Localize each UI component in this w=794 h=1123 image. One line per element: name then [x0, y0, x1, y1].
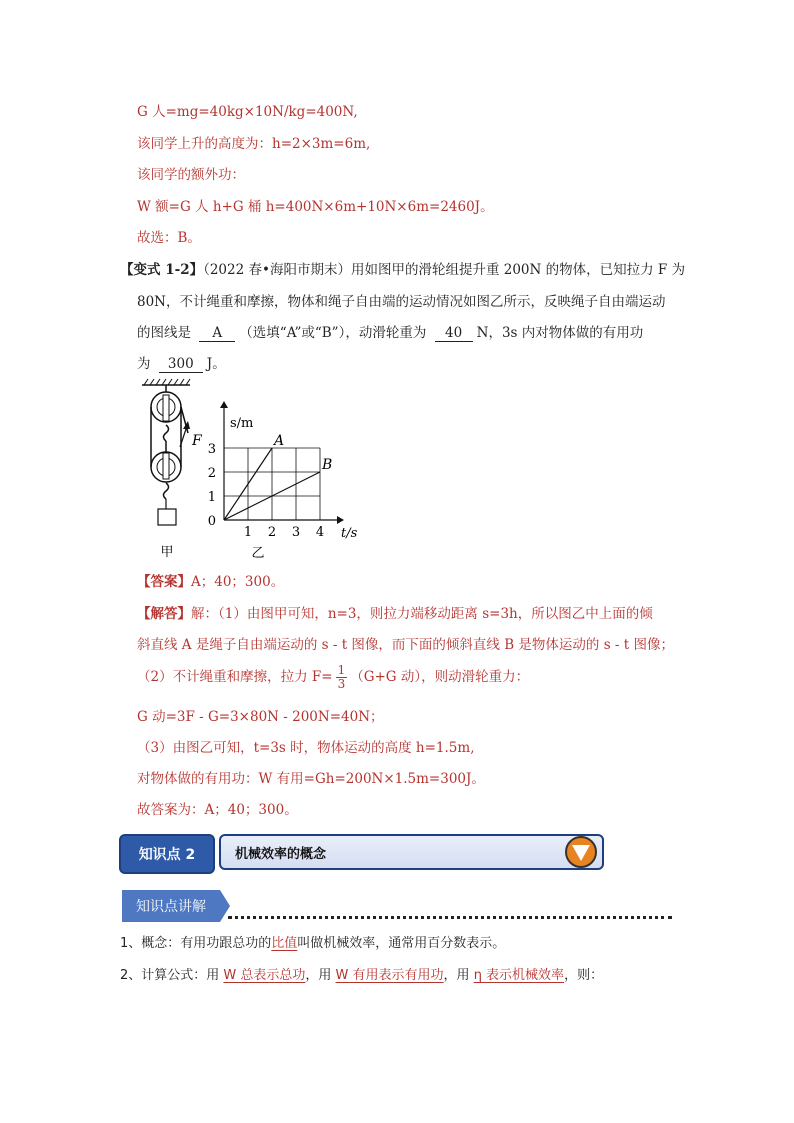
- physics-figure: [130, 375, 380, 565]
- y-tick-label: 1: [207, 490, 216, 505]
- variant-line-4: [137, 355, 226, 373]
- x-tick-label: 4: [315, 525, 325, 540]
- concept-key-efficiency: η 表示机械效率: [473, 968, 565, 983]
- dotted-divider: [228, 916, 672, 919]
- blank-answer-3: 300: [159, 356, 203, 373]
- series-label-b: B: [322, 457, 333, 473]
- variant-line-3: [137, 324, 643, 342]
- fraction-one-third: $\frac{1}{3}$: [337, 663, 346, 691]
- calc-height-line: 该同学上升的高度为：h=2×3m=6m,: [137, 136, 371, 152]
- extra-work-heading: 该同学的额外功：: [137, 167, 245, 183]
- y-tick-label: 2: [207, 466, 216, 481]
- answer-tag: 【答案】: [137, 574, 191, 590]
- concept-key-ratio: 比值: [271, 936, 298, 951]
- variant-text-3a: 的图线是: [137, 325, 191, 341]
- concept-text-2d: ，则：: [564, 968, 604, 983]
- concept-text-2b: ，用: [305, 968, 336, 983]
- x-tick-label: 1: [243, 525, 253, 540]
- knowledge-point-badge: 知识点 2: [119, 834, 215, 874]
- concept-key-useful-work: W 有用表示有用功: [335, 968, 444, 983]
- st-graph: [208, 401, 358, 561]
- concept-line-2: [120, 967, 603, 985]
- calc-weight-line: G 人=mg=40kg×10N/kg=400N,: [137, 104, 358, 120]
- concept-key-total-work: W 总表示总功: [223, 968, 306, 983]
- variant-line-1: [120, 261, 685, 279]
- x-tick-label: 3: [291, 525, 301, 540]
- solution-line-1: [137, 605, 653, 623]
- variant-line-2: 80N，不计绳重和摩擦，物体和绳子自由端的运动情况如图乙所示，反映绳子自由端运动: [137, 294, 666, 310]
- choice-line: 故选：B。: [137, 230, 201, 246]
- solution-text-1: 解：（1）由图甲可知，n=3，则拉力端移动距离 s=3h，所以图乙中上面的倾: [191, 606, 653, 622]
- solution-text-3a: （2）不计绳重和摩擦，拉力 F=: [137, 669, 333, 685]
- solution-line-2: 斜直线 A 是绳子自由端运动的 s - t 图像，而下面的倾斜直线 B 是物体运动的 s - t 图像；: [137, 637, 674, 653]
- answer-line: [137, 573, 284, 591]
- concept-text-1b: 叫做机械效率，通常用百分数表示。: [297, 936, 506, 951]
- variant-text-3c: N，3s 内对物体做的有用功: [476, 325, 644, 341]
- explain-tab: 知识点讲解: [122, 890, 220, 922]
- solution-line-5: （3）由图乙可知，t=3s 时，物体运动的高度 h=1.5m,: [137, 740, 475, 756]
- solution-line-6: 对物体做的有用功：W 有用=Gh=200N×1.5m=300J。: [137, 771, 485, 787]
- series-label-a: A: [274, 433, 285, 449]
- graph-caption: 乙: [251, 546, 265, 561]
- force-label: F: [192, 433, 202, 449]
- knowledge-point-title: 机械效率的概念: [219, 834, 604, 870]
- concept-text-1a: 1、概念：有用功跟总功的: [120, 936, 272, 951]
- answer-text: A；40；300。: [191, 574, 285, 590]
- concept-line-1: [120, 935, 505, 953]
- graph-ylabel: s/m: [230, 416, 254, 431]
- x-tick-label: 2: [267, 525, 277, 540]
- graph-xlabel: t/s: [341, 526, 358, 541]
- pulley-caption: 甲: [160, 545, 174, 560]
- solution-line-7: 故答案为：A；40；300。: [137, 802, 298, 818]
- concept-text-2c: ，用: [443, 968, 474, 983]
- blank-answer-2: 40: [435, 325, 473, 342]
- blank-answer-1: A: [199, 325, 235, 342]
- variant-tag: 【变式 1-2】: [120, 262, 204, 278]
- solution-line-4: G 动=3F - G=3×80N - 200N=40N；: [137, 709, 384, 725]
- variant-text-1: （2022 春•海阳市期末）用如图甲的滑轮组提升重 200N 的物体，已知拉力 F 为: [203, 262, 686, 278]
- variant-text-4a: 为: [137, 356, 151, 372]
- variant-text-3b: （选填“A”或“B”），动滑轮重为: [239, 325, 427, 341]
- solution-line-3: [137, 664, 529, 691]
- y-tick-label: 0: [207, 514, 216, 529]
- concept-text-2a: 2、计算公式：用: [120, 968, 224, 983]
- y-tick-label: 3: [207, 442, 216, 457]
- variant-text-4b: J。: [206, 356, 226, 372]
- triangle-down-icon: [572, 845, 590, 861]
- solution-text-3b: （G+G 动），则动滑轮重力：: [350, 669, 530, 685]
- solution-tag: 【解答】: [137, 606, 191, 622]
- extra-work-calc: W 额=G 人 h+G 桶 h=400N×6m+10N×6m=2460J。: [137, 199, 494, 215]
